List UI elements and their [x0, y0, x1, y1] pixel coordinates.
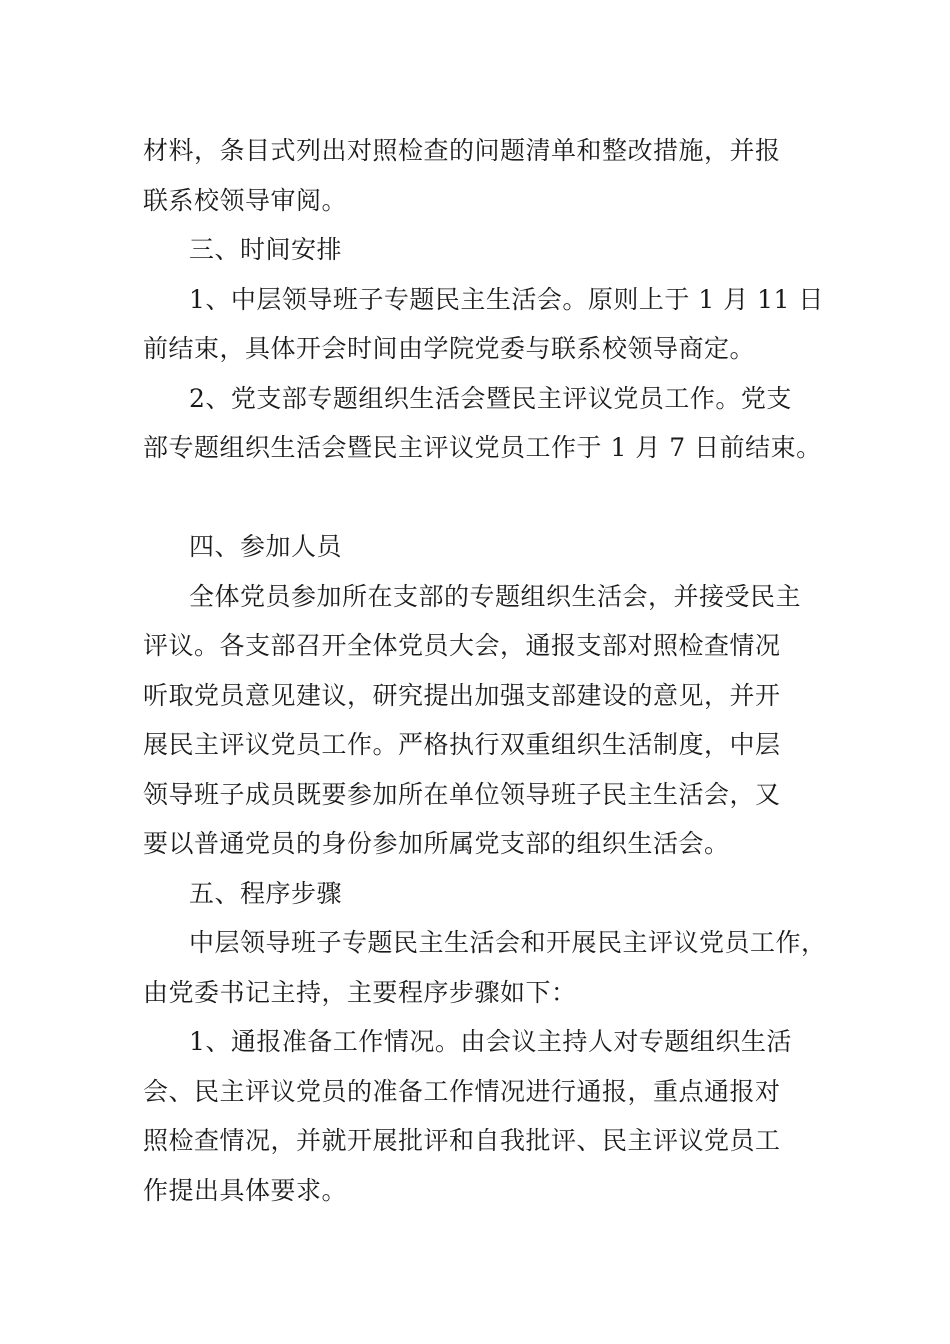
text-line: 1、通报准备工作情况。由会议主持人对专题组织生活	[189, 1027, 792, 1056]
paragraph-materials	[143, 126, 823, 225]
text-line: 评议。各支部召开全体党员大会，通报支部对照检查情况	[143, 631, 781, 660]
text-line: 中层领导班子专题民主生活会和开展民主评议党员工作，	[189, 928, 827, 957]
document-body	[143, 126, 827, 1215]
paragraph-schedule-item-1	[143, 275, 823, 374]
text-line: 要以普通党员的身份参加所属党支部的组织生活会。	[143, 829, 730, 858]
text-line: 作提出具体要求。	[143, 1175, 348, 1205]
section-heading-participants	[143, 522, 823, 572]
text-line: 全体党员参加所在支部的专题组织生活会，并接受民主	[189, 581, 802, 611]
heading-text: 五、程序步骤	[189, 878, 343, 908]
text-line: 照检查情况，并就开展批评和自我批评、民主评议党员工	[143, 1126, 781, 1155]
text-line: 展民主评议党员工作。严格执行双重组织生活制度，中层	[143, 730, 781, 759]
paragraph-procedure-intro	[143, 918, 827, 1017]
blank-line	[143, 473, 823, 523]
heading-text: 三、时间安排	[189, 235, 343, 264]
heading-text: 四、参加人员	[189, 532, 343, 561]
text-line: 1、中层领导班子专题民主生活会。原则上于 1 月 11 日	[189, 284, 824, 314]
text-line: 听取党员意见建议，研究提出加强支部建设的意见，并开	[143, 680, 781, 710]
text-line: 2、党支部专题组织生活会暨民主评议党员工作。党支	[189, 383, 792, 413]
paragraph-participants	[143, 572, 823, 869]
text-line: 部专题组织生活会暨民主评议党员工作于 1 月 7 日前结束。	[143, 433, 822, 462]
paragraph-procedure-item-1	[143, 1017, 823, 1215]
text-line: 领导班子成员既要参加所在单位领导班子民主生活会，又	[143, 779, 781, 809]
section-heading-schedule	[143, 225, 823, 275]
paragraph-schedule-item-2	[143, 374, 823, 473]
text-line: 由党委书记主持，主要程序步骤如下：	[143, 977, 577, 1007]
text-line: 前结束，具体开会时间由学院党委与联系校领导商定。	[143, 334, 756, 363]
text-line: 联系校领导审阅。	[143, 185, 348, 215]
text-line: 材料，条目式列出对照检查的问题清单和整改措施，并报	[143, 136, 781, 165]
text-line: 会、民主评议党员的准备工作情况进行通报，重点通报对	[143, 1076, 781, 1106]
section-heading-procedure	[143, 869, 823, 919]
